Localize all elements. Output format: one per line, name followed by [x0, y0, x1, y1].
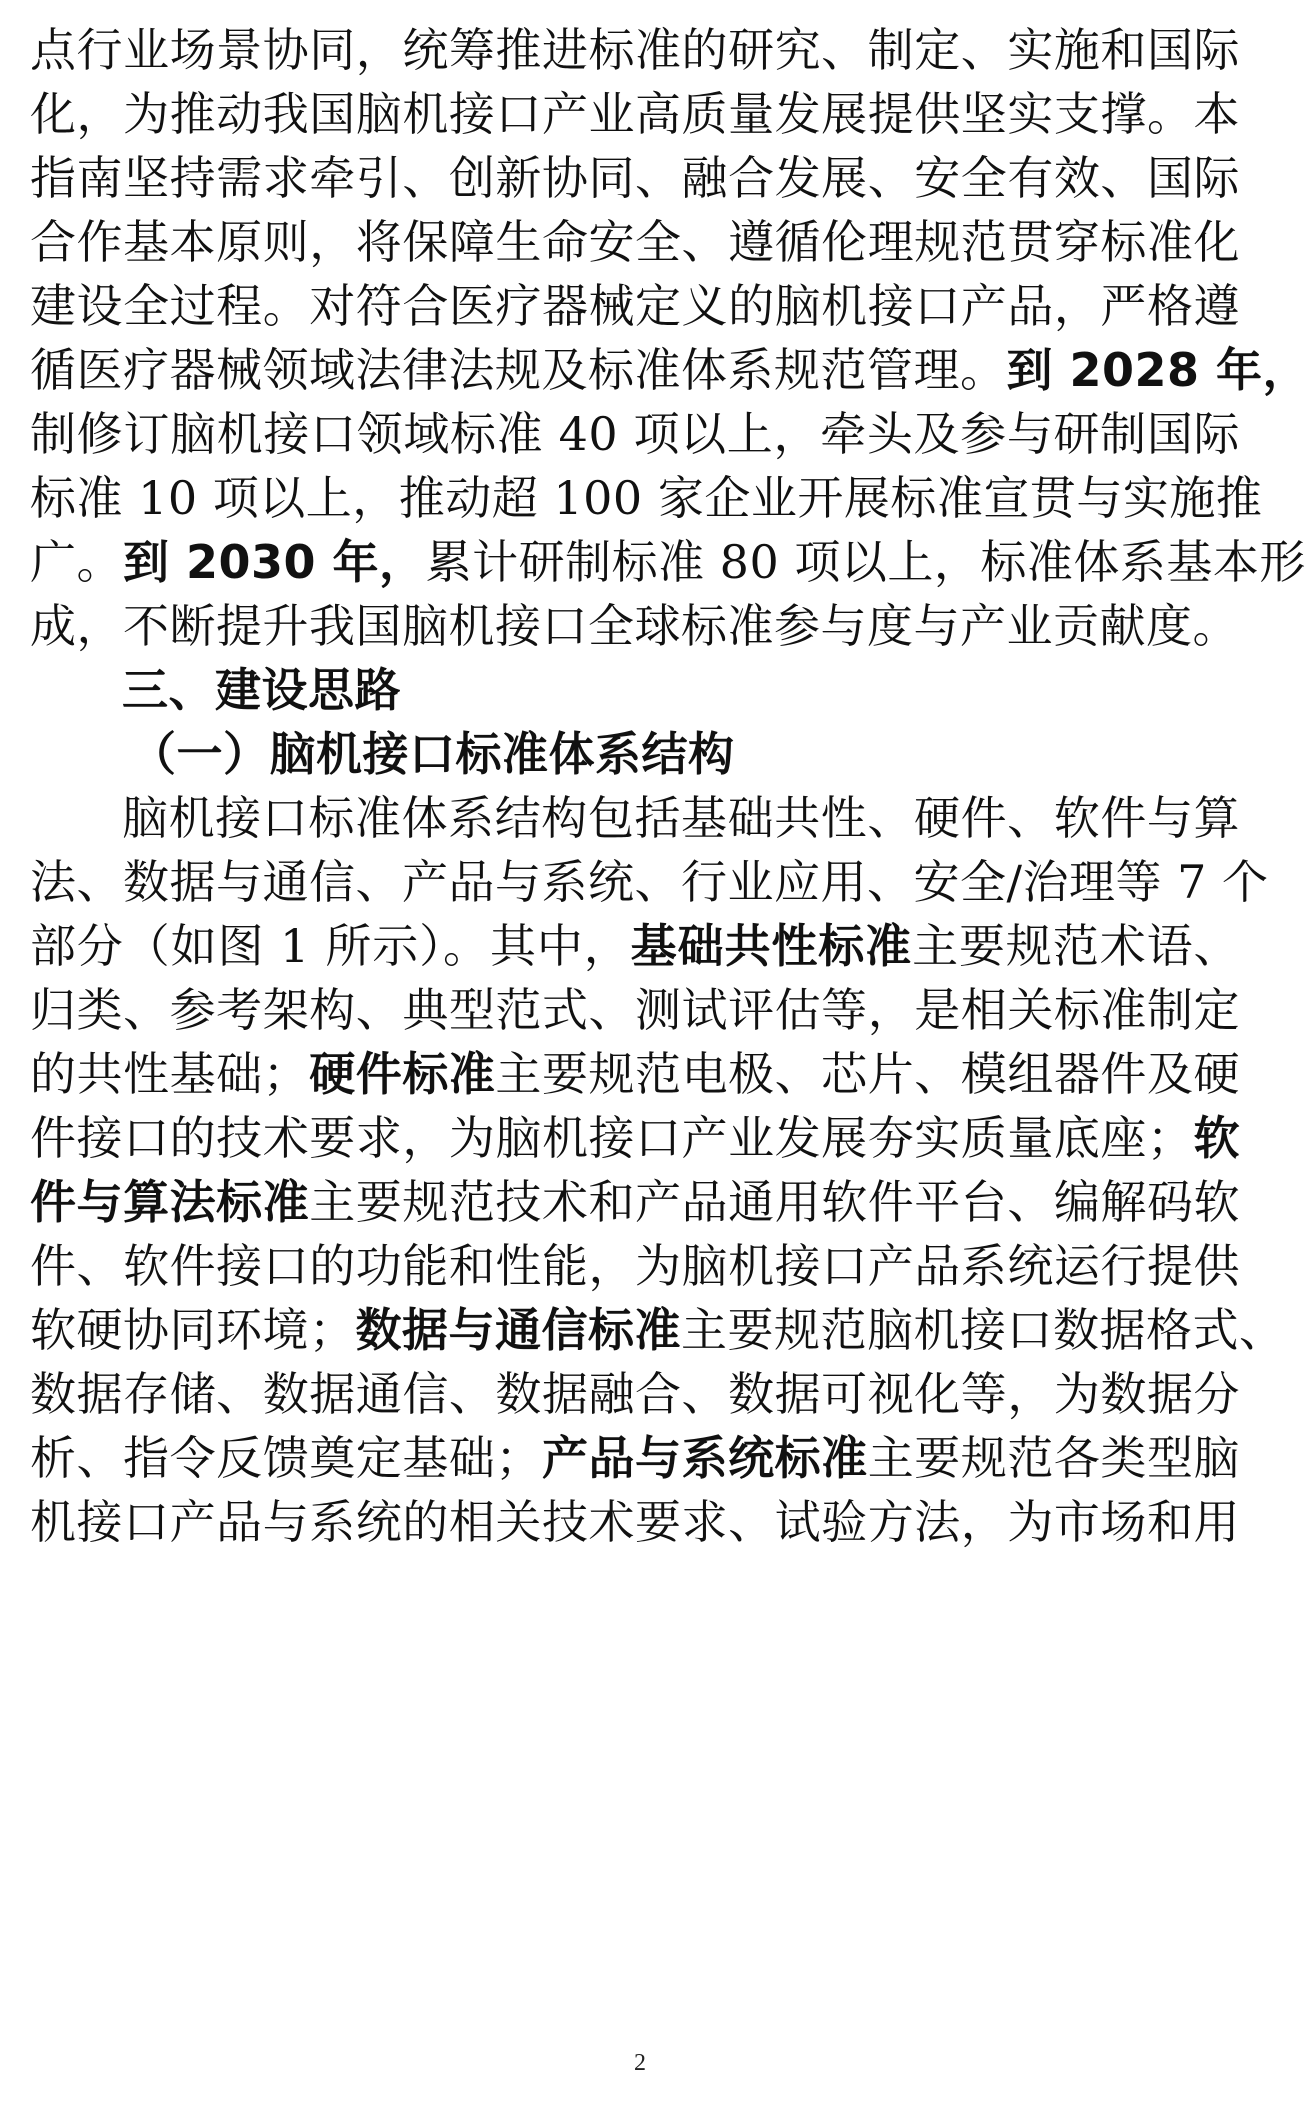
body-line: 软硬协同环境；数据与通信标准主要规范脑机接口数据格式、 — [30, 1303, 1286, 1357]
body-line: 化，为推动我国脑机接口产业高质量发展提供坚实支撑。本 — [30, 87, 1240, 141]
body-line: 的共性基础；硬件标准主要规范电极、芯片、模组器件及硬 — [30, 1047, 1241, 1101]
body-line: 建设全过程。对符合医疗器械定义的脑机接口产品，严格遵 — [30, 279, 1240, 333]
body-line: 循医疗器械领域法律法规及标准体系规范管理。到 2028 年， — [30, 343, 1309, 397]
body-line: 成，不断提升我国脑机接口全球标准参与度与产业贡献度。 — [30, 599, 1239, 653]
body-line: 数据存储、数据通信、数据融合、数据可视化等，为数据分 — [30, 1367, 1240, 1421]
body-line: 标准 10 项以上，推动超 100 家企业开展标准宣贯与实施推 — [30, 471, 1263, 525]
subsection-heading: （一）脑机接口标准体系结构 — [130, 727, 735, 781]
bold-target-2028: 到 2028 年， — [1006, 343, 1309, 397]
bold-target-2030: 到 2030 年， — [123, 535, 426, 589]
bold-term-data: 数据与通信标准 — [355, 1303, 681, 1357]
body-line: 件接口的技术要求，为脑机接口产业发展夯实质量底座；软 — [30, 1111, 1241, 1165]
bold-term-product: 产品与系统标准 — [541, 1431, 868, 1485]
body-line: 合作基本原则，将保障生命安全、遵循伦理规范贯穿标准化 — [30, 215, 1240, 269]
section-heading: 三、建设思路 — [122, 663, 401, 717]
body-line: 件与算法标准主要规范技术和产品通用软件平台、编解码软 — [30, 1175, 1241, 1229]
bold-term-software: 件与算法标准 — [30, 1175, 310, 1229]
body-line: 点行业场景协同，统筹推进标准的研究、制定、实施和国际 — [30, 23, 1240, 77]
body-line: 脑机接口标准体系结构包括基础共性、硬件、软件与算 — [122, 791, 1240, 845]
body-line: 归类、参考架构、典型范式、测试评估等，是相关标准制定 — [30, 983, 1240, 1037]
bold-term-basic: 基础共性标准 — [630, 919, 913, 973]
page-number: 2 — [634, 2050, 646, 2076]
body-line: 部分（如图 1 所示）。其中，基础共性标准主要规范术语、 — [30, 919, 1240, 973]
body-line: 指南坚持需求牵引、创新协同、融合发展、安全有效、国际 — [30, 151, 1240, 205]
body-line: 机接口产品与系统的相关技术要求、试验方法，为市场和用 — [30, 1495, 1240, 1549]
body-line: 件、软件接口的功能和性能，为脑机接口产品系统运行提供 — [30, 1239, 1240, 1293]
body-line: 广。到 2030 年，累计研制标准 80 项以上，标准体系基本形 — [30, 535, 1306, 589]
bold-term-software-start: 软 — [1193, 1111, 1241, 1165]
bold-term-hardware: 硬件标准 — [309, 1047, 496, 1101]
body-line: 制修订脑机接口领域标准 40 项以上，牵头及参与研制国际 — [30, 407, 1240, 461]
body-line: 析、指令反馈奠定基础；产品与系统标准主要规范各类型脑 — [30, 1431, 1241, 1485]
body-line: 法、数据与通信、产品与系统、行业应用、安全/治理等 7 个 — [30, 855, 1269, 909]
